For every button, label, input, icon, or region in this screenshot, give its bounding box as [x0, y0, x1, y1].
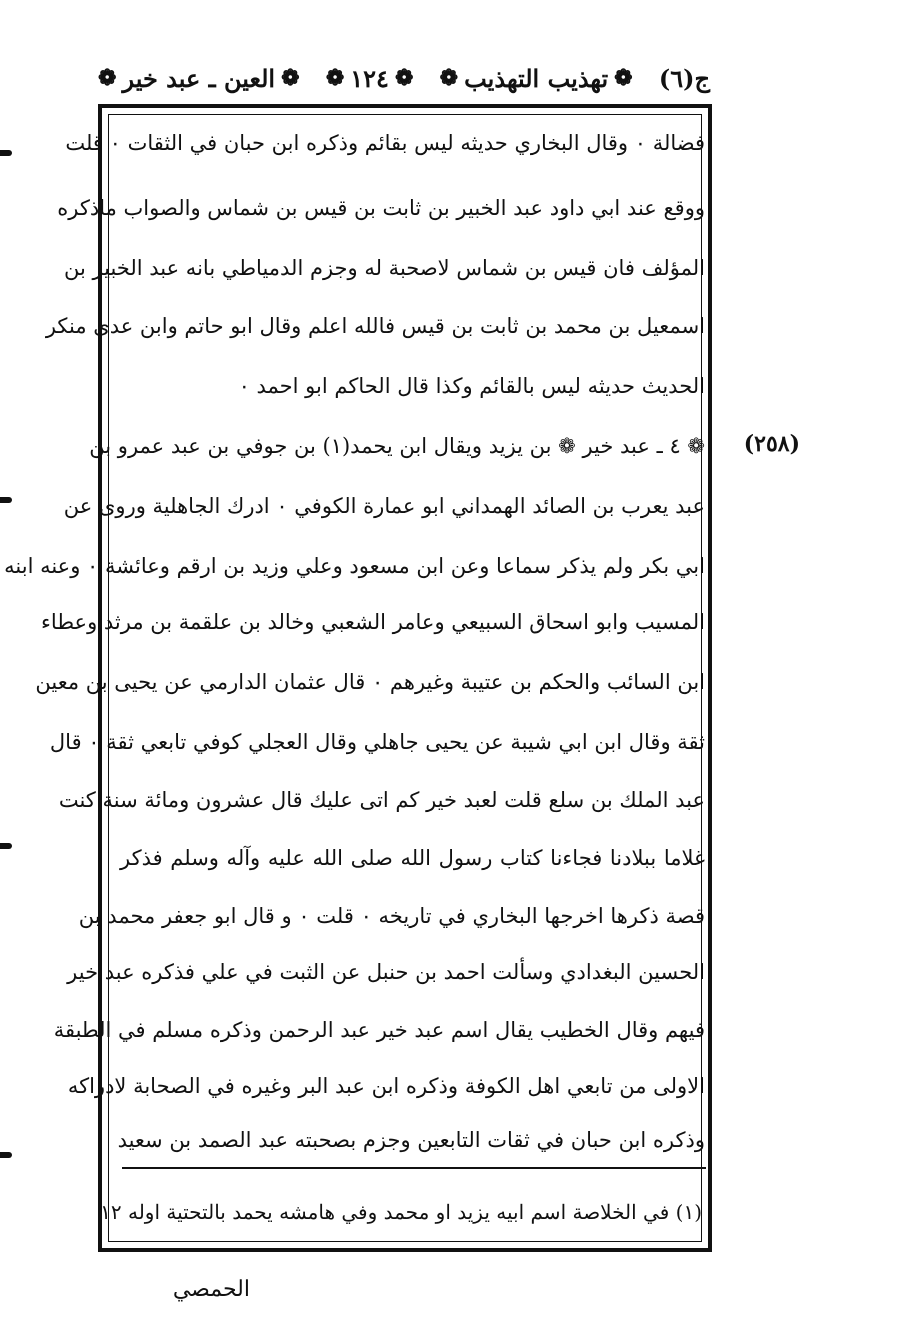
margin-entry-number: (٢٥٨) — [743, 431, 800, 457]
text-line: ابن السائب والحكم بن عتيبة وغيرهم ٠ قال عثمان الدارمي عن يحيى بن معين — [35, 670, 705, 694]
binding-mark — [0, 497, 12, 503]
footnote: (١) في الخلاصة اسم ابيه يزيد او محمد وفي هامشه يحمد بالتحتية اوله ١٢ — [100, 1200, 702, 1224]
text-line: المسيب وابو اسحاق السبيعي وعامر الشعبي وخالد بن علقمة بن مرثد وعطاء — [41, 610, 705, 634]
header-page-group — [326, 64, 414, 93]
page-end-word: الحمصي — [172, 1277, 250, 1302]
text-line: ابي بكر ولم يذكر سماعا وعن ابن مسعود وعلي وزيد بن ارقم وعائشة ٠ وعنه ابنه — [4, 554, 705, 578]
text-line: اسمعيل بن محمد بن ثابت بن قيس فالله اعلم وقال ابو حاتم وابن عدى منكر — [45, 314, 705, 338]
text-line: المؤلف فان قيس بن شماس لاصحبة له وجزم الدمياطي بانه عبد الخبير بن — [64, 256, 705, 280]
text-line: عبد الملك بن سلع قلت لعبد خير كم اتى عليك قال عشرون ومائة سنة كنت — [58, 788, 705, 812]
ornament-icon: ❁ — [614, 65, 633, 91]
footnote-divider — [122, 1167, 706, 1169]
binding-mark — [0, 843, 12, 849]
ornament-icon: ❁ — [439, 65, 459, 91]
text-line: الحسين البغدادي وسألت احمد بن حنبل عن الثبت في علي فذكره عبد خير — [67, 960, 705, 984]
entry-heading-line: ❁ ٤ ـ عبد خير ❁ بن يزيد ويقال ابن يحمد(١) بن جوفي بن عبد عمرو بن — [89, 434, 705, 458]
text-line: قصة ذكرها اخرجها البخاري في تاريخه ٠ قلت ٠ و قال ابو جعفر محمد بن — [78, 904, 705, 928]
header-section-group — [98, 64, 300, 93]
text-line: الاولى من تابعي اهل الكوفة وذكره ابن عبد البر وغيره في الصحابة لادراكه — [67, 1074, 705, 1098]
header-volume: ج(٦) — [658, 63, 710, 93]
text-line: ثقة وقال ابن ابي شيبة عن يحيى جاهلي وقال العجلي كوفي تابعي ثقة ٠ قال — [49, 730, 705, 754]
text-line: فيهم وقال الخطيب يقال اسم عبد خير عبد الرحمن وذكره مسلم في الطبقة — [53, 1018, 705, 1042]
text-line: عبد يعرب بن الصائد الهمداني ابو عمارة الكوفي ٠ ادرك الجاهلية وروى عن — [63, 494, 705, 518]
text-line: ووقع عند ابي داود عبد الخبير بن ثابت بن قيس بن شماس والصواب ماذكره — [57, 196, 705, 220]
text-line: الحديث حديثه ليس بالقائم وكذا قال الحاكم ابو احمد ٠ — [238, 374, 705, 398]
header-title-group — [440, 64, 633, 93]
text-line: فضالة ٠ وقال البخاري حديثه ليس بقائم وذكره ابن حبان في الثقات ٠ قلت — [65, 131, 705, 155]
binding-mark — [0, 150, 12, 156]
ornament-icon: ❁ — [281, 65, 300, 91]
header-book-title: تهذيب التهذيب — [464, 63, 609, 93]
text-line: وذكره ابن حبان في ثقات التابعين وجزم بصحبته عبد الصمد بن سعيد — [117, 1128, 705, 1152]
binding-mark — [0, 1152, 12, 1158]
header-page-number: ١٢٤ — [350, 63, 389, 93]
text-line: غلاما ببلادنا فجاءنا كتاب رسول الله صلى الله عليه وآله وسلم فذكر — [120, 846, 705, 870]
ornament-icon: ❁ — [394, 65, 414, 91]
ornament-icon: ❁ — [325, 65, 345, 91]
ornament-icon: ❁ — [98, 65, 117, 91]
running-header — [98, 58, 710, 98]
header-section: العين ـ عبد خير — [122, 63, 276, 93]
